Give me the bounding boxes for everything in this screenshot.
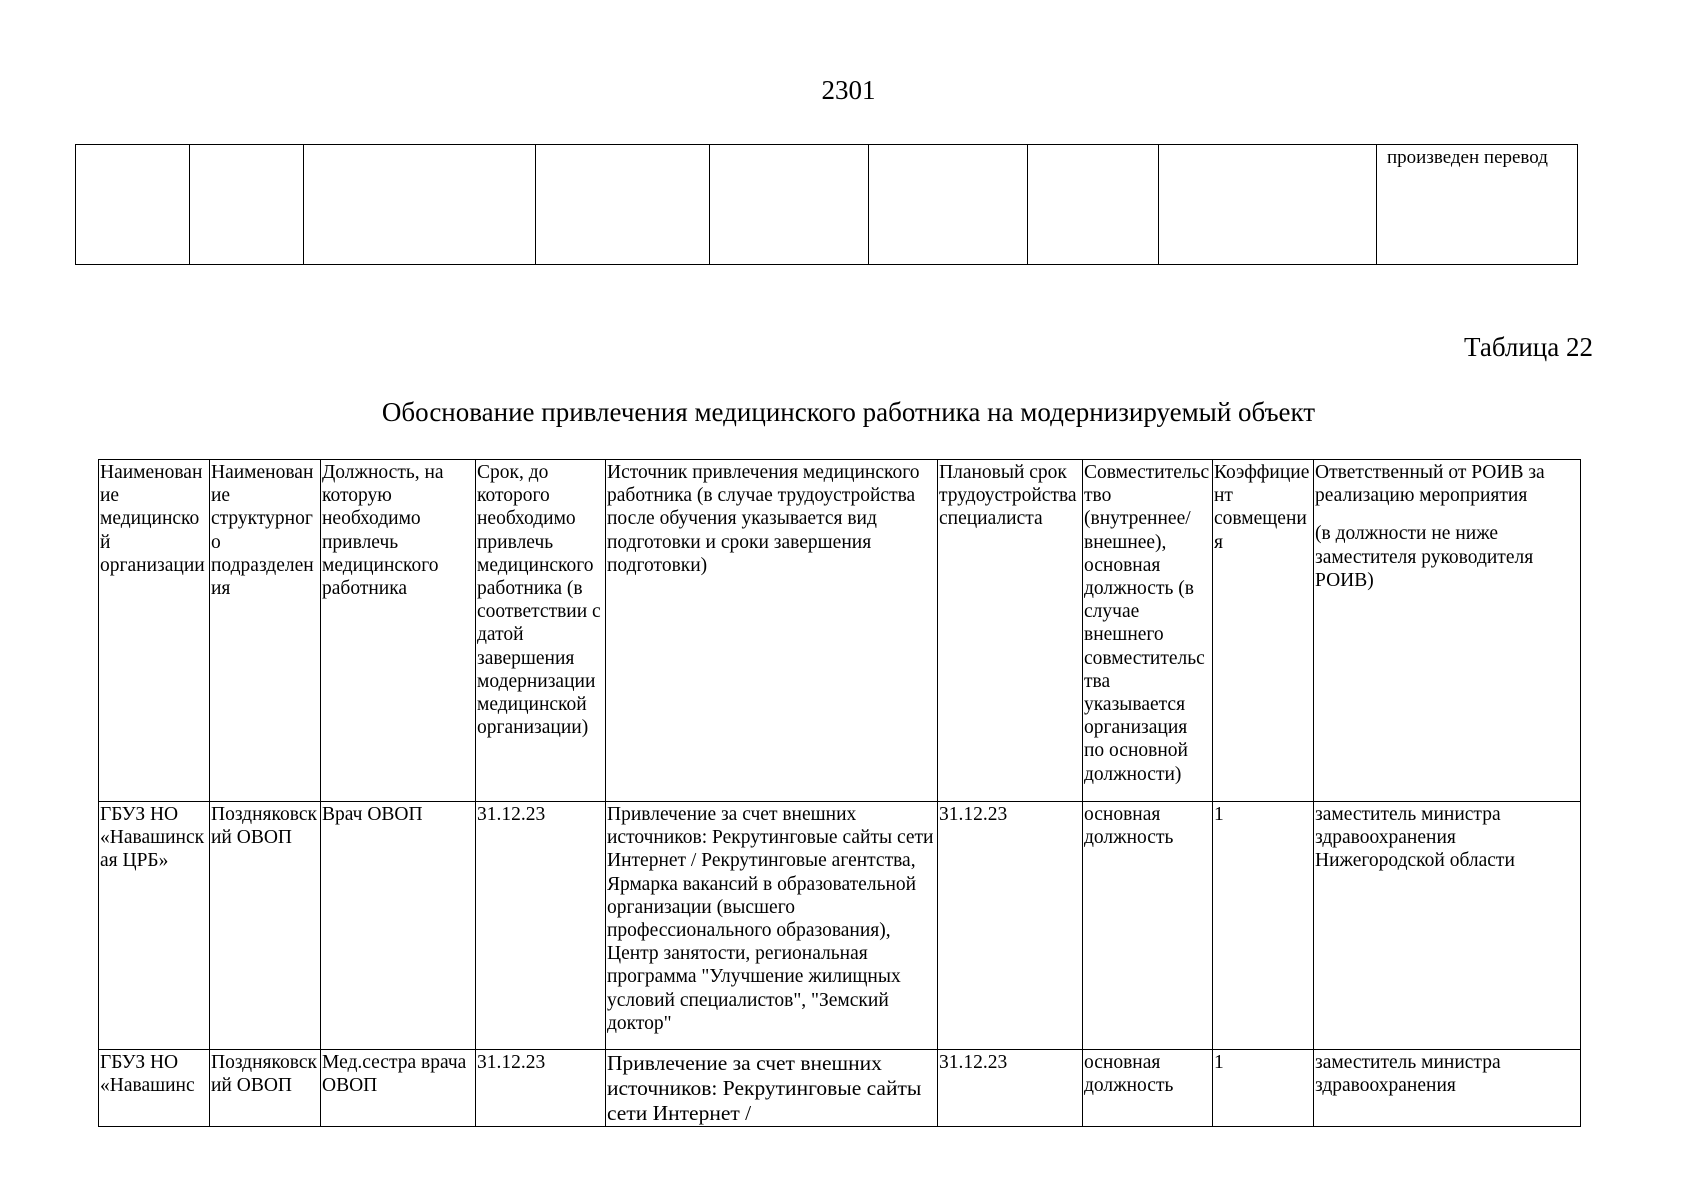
table-cell: заместитель министра здравоохранения Нижегородской области <box>1314 802 1581 1050</box>
table-cell: 1 <box>1213 1050 1314 1127</box>
table-title: Обоснование привлечения медицинского работника на модернизируемый объект <box>381 397 1316 427</box>
table-cell: Поздняковский ОВОП <box>210 1050 321 1127</box>
table-cell <box>190 145 304 265</box>
table-cell: Привлечение за счет внешних источников: Рекрутинговые сайты сети Интернет / <box>606 1050 938 1127</box>
header-cell: Наименование структурного подразделения <box>210 460 321 802</box>
table-cell: 1 <box>1213 802 1314 1050</box>
header-responsible-label: Ответственный от РОИВ за реализацию мероприятия <box>1315 462 1545 507</box>
table-row <box>99 1050 1581 1127</box>
table-cell: произведен перевод <box>1377 145 1578 265</box>
table-cell: Привлечение за счет внешних источников: Рекрутинговые сайты сети Интернет / Рекрутинговые агентства, Ярмарка вакансий в образовательной организации (высшего профессионального образования), Центр занятости, региональная программа "Улучшение жилищных условий специалистов", "Земский доктор" <box>606 802 938 1050</box>
header-cell: Должность, на которую необходимо привлечь медицинского работника <box>321 460 476 802</box>
table-cell: ГБУЗ НО «Навашинская ЦРБ» <box>99 802 210 1050</box>
table-cell <box>1159 145 1377 265</box>
header-cell: Совместительство (внутреннее/внешнее), основная должность (в случае внешнего совместительства указывается организация по основной должности) <box>1083 460 1213 802</box>
table-cell <box>710 145 869 265</box>
table-cell <box>1028 145 1159 265</box>
table-cell <box>536 145 710 265</box>
table-label: Таблица 22 <box>1464 332 1593 362</box>
header-cell: Плановый срок трудоустройства специалиста <box>938 460 1083 802</box>
table-cell: 31.12.23 <box>476 802 606 1050</box>
header-cell: Наименование медицинской организации <box>99 460 210 802</box>
continuation-table <box>75 144 1578 265</box>
page-number: 2301 <box>821 75 876 105</box>
table-row <box>76 145 1578 265</box>
header-cell: Срок, до которого необходимо привлечь медицинского работника (в соответствии с датой завершения модернизации медицинской организации) <box>476 460 606 802</box>
table-header-row <box>99 460 1581 802</box>
table-cell: заместитель министра здравоохранения <box>1314 1050 1581 1127</box>
table-cell: 31.12.23 <box>938 802 1083 1050</box>
header-cell: Источник привлечения медицинского работника (в случае трудоустройства после обучения указывается вид подготовки и сроки завершения подготовки) <box>606 460 938 802</box>
table-cell <box>869 145 1028 265</box>
table-cell: Поздняковский ОВОП <box>210 802 321 1050</box>
table-cell: 31.12.23 <box>938 1050 1083 1127</box>
table-cell: основная должность <box>1083 802 1213 1050</box>
table-row <box>99 802 1581 1050</box>
table-cell: основная должность <box>1083 1050 1213 1127</box>
table-cell: Врач ОВОП <box>321 802 476 1050</box>
table-cell: 31.12.23 <box>476 1050 606 1127</box>
header-cell: Коэффициент совмещения <box>1213 460 1314 802</box>
justification-table <box>98 459 1581 1127</box>
table-cell <box>304 145 536 265</box>
table-cell: Мед.сестра врача ОВОП <box>321 1050 476 1127</box>
header-cell <box>1314 460 1581 802</box>
header-responsible-note: (в должности не ниже заместителя руководителя РОИВ) <box>1315 523 1534 591</box>
table-cell: ГБУЗ НО «Навашинс <box>99 1050 210 1127</box>
table-cell <box>76 145 190 265</box>
spacer <box>1315 507 1579 522</box>
